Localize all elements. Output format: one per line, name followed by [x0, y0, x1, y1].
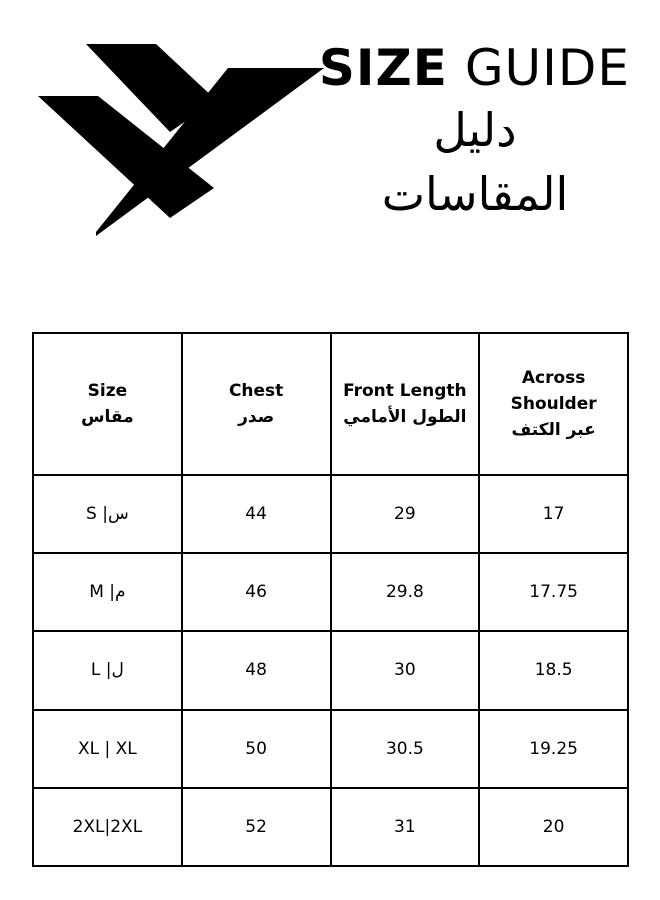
title-english [319, 38, 630, 98]
cell-size: S |س [33, 475, 182, 553]
header-front-length-en: Front Length [343, 381, 467, 401]
table-row [33, 710, 628, 788]
cell-size: M |م [33, 553, 182, 631]
table-row [33, 631, 628, 709]
title-arabic-line2: المقاسات [381, 167, 569, 221]
title-english-regular: GUIDE [464, 39, 630, 97]
cell-size: L |ل [33, 631, 182, 709]
cell-chest: 46 [182, 553, 331, 631]
cell-across-shoulder: 18.5 [479, 631, 628, 709]
cell-chest: 52 [182, 788, 331, 866]
cell-across-shoulder: 19.25 [479, 710, 628, 788]
cell-front-length: 29 [331, 475, 480, 553]
size-table [32, 332, 629, 867]
header-chest-en: Chest [228, 381, 284, 401]
header-front-length-ar: الطول الأمامي [343, 407, 467, 427]
brand-logo [38, 40, 328, 240]
header-across-shoulder [479, 333, 628, 475]
table-row [33, 475, 628, 553]
cell-chest: 48 [182, 631, 331, 709]
cell-front-length: 31 [331, 788, 480, 866]
title-arabic-line1: دليل [433, 103, 517, 157]
page-title [319, 38, 630, 226]
header-chest [182, 333, 331, 475]
table-header-row [33, 333, 628, 475]
cell-across-shoulder: 17.75 [479, 553, 628, 631]
cell-across-shoulder: 17 [479, 475, 628, 553]
cell-size: 2XL|2XL [33, 788, 182, 866]
header-size-en: Size [87, 381, 128, 401]
header-size-ar: مقاس [81, 407, 134, 427]
header-size [33, 333, 182, 475]
cell-chest: 50 [182, 710, 331, 788]
cell-chest: 44 [182, 475, 331, 553]
header-across-shoulder-ar: عبر الكتف [511, 420, 596, 440]
cell-size: XL | XL [33, 710, 182, 788]
header-chest-ar: صدر [238, 407, 275, 427]
title-english-bold: SIZE [318, 39, 448, 97]
cell-front-length: 30 [331, 631, 480, 709]
table-row [33, 788, 628, 866]
header-front-length [331, 333, 480, 475]
cell-front-length: 29.8 [331, 553, 480, 631]
header-across-shoulder-en: Across Shoulder [510, 368, 597, 414]
cell-across-shoulder: 20 [479, 788, 628, 866]
cell-front-length: 30.5 [331, 710, 480, 788]
table-row [33, 553, 628, 631]
